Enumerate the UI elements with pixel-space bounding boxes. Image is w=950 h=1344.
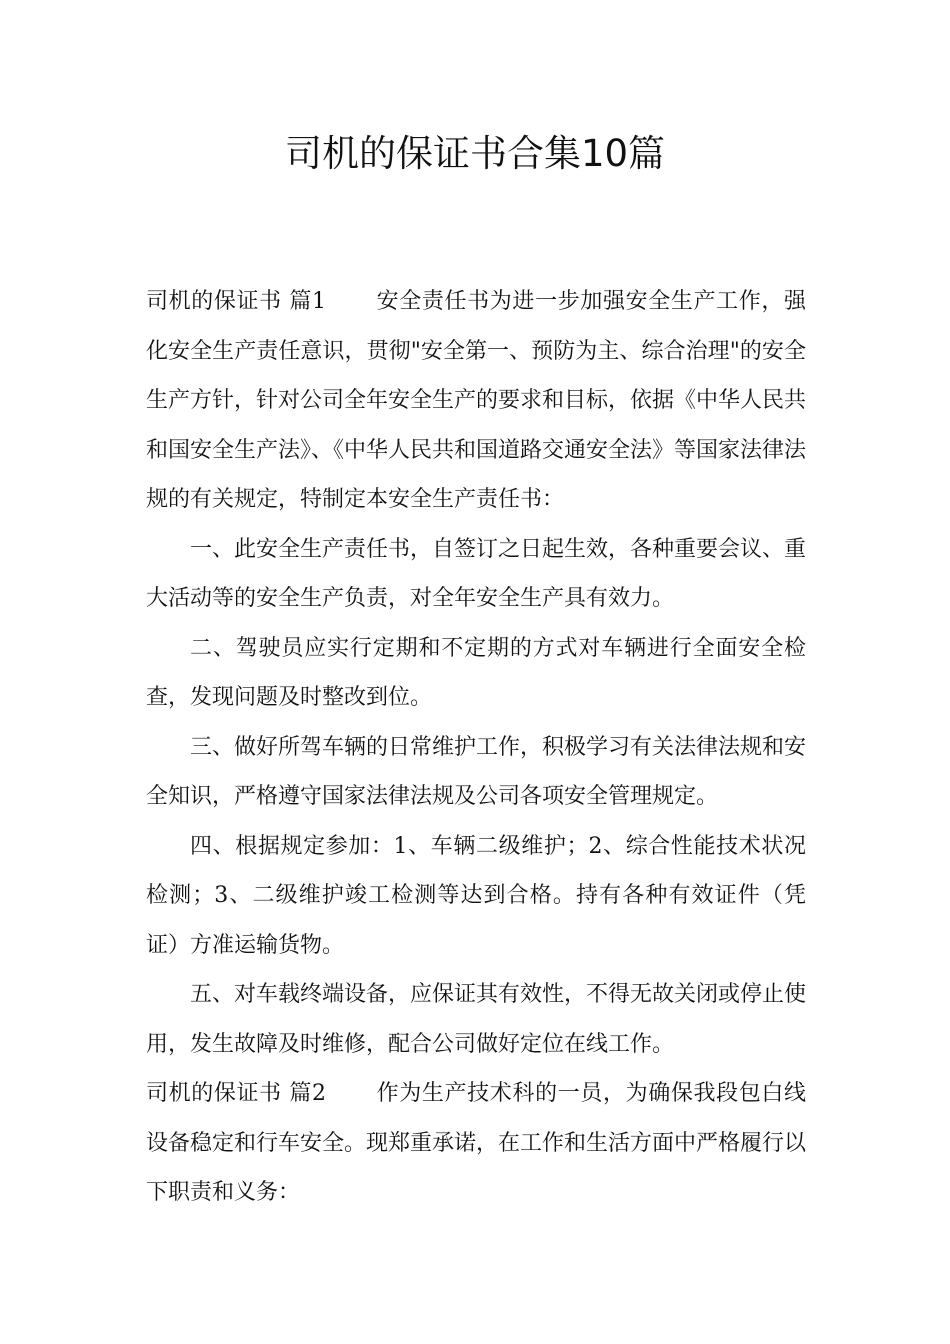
document-title: 司机的保证书合集10篇 xyxy=(284,132,666,175)
section-1-paragraph-2: 二、驾驶员应实行定期和不定期的方式对车辆进行全面安全检查，发现问题及时整改到位。 xyxy=(146,635,806,710)
section-1-intro-text: 安全责任书为进一步加强安全生产工作，强化安全生产责任意识，贯彻"安全第一、预防为主、综合治理"的安全生产方针，针对公司全年安全生产的要求和目标，依据《中华人民共和国安全生产法》、《中华人民共和国道路交通安全法》等国家法律法规的有关规定，特制定本安全生产责任书： xyxy=(146,289,807,512)
section-1-heading: 司机的保证书 篇1 xyxy=(146,289,327,314)
section-1-intro xyxy=(146,277,806,525)
section-1-paragraph-3: 三、做好所驾车辆的日常维护工作，积极学习有关法律法规和安全知识，严格遵守国家法律法规及公司各项安全管理规定。 xyxy=(146,734,807,809)
document-body xyxy=(146,277,806,1218)
section-2-intro xyxy=(146,1069,806,1218)
section-1-paragraph-1: 一、此安全生产责任书，自签订之日起生效，各种重要会议、重大活动等的安全生产负责，对全年安全生产具有效力。 xyxy=(146,536,807,611)
section-2-heading: 司机的保证书 篇2 xyxy=(146,1081,327,1106)
section-2-intro-text: 作为生产技术科的一员，为确保我段包白线设备稳定和行车安全。现郑重承诺，在工作和生活方面中严格履行以下职责和义务： xyxy=(146,1081,807,1205)
section-1-paragraph-5: 五、对车载终端设备，应保证其有效性，不得无故关闭或停止使用，发生故障及时维修，配合公司做好定位在线工作。 xyxy=(146,982,807,1057)
section-1-paragraph-4: 四、根据规定参加：1、车辆二级维护；2、综合性能技术状况检测；3、二级维护竣工检测等达到合格。持有各种有效证件（凭证）方准运输货物。 xyxy=(146,833,806,958)
